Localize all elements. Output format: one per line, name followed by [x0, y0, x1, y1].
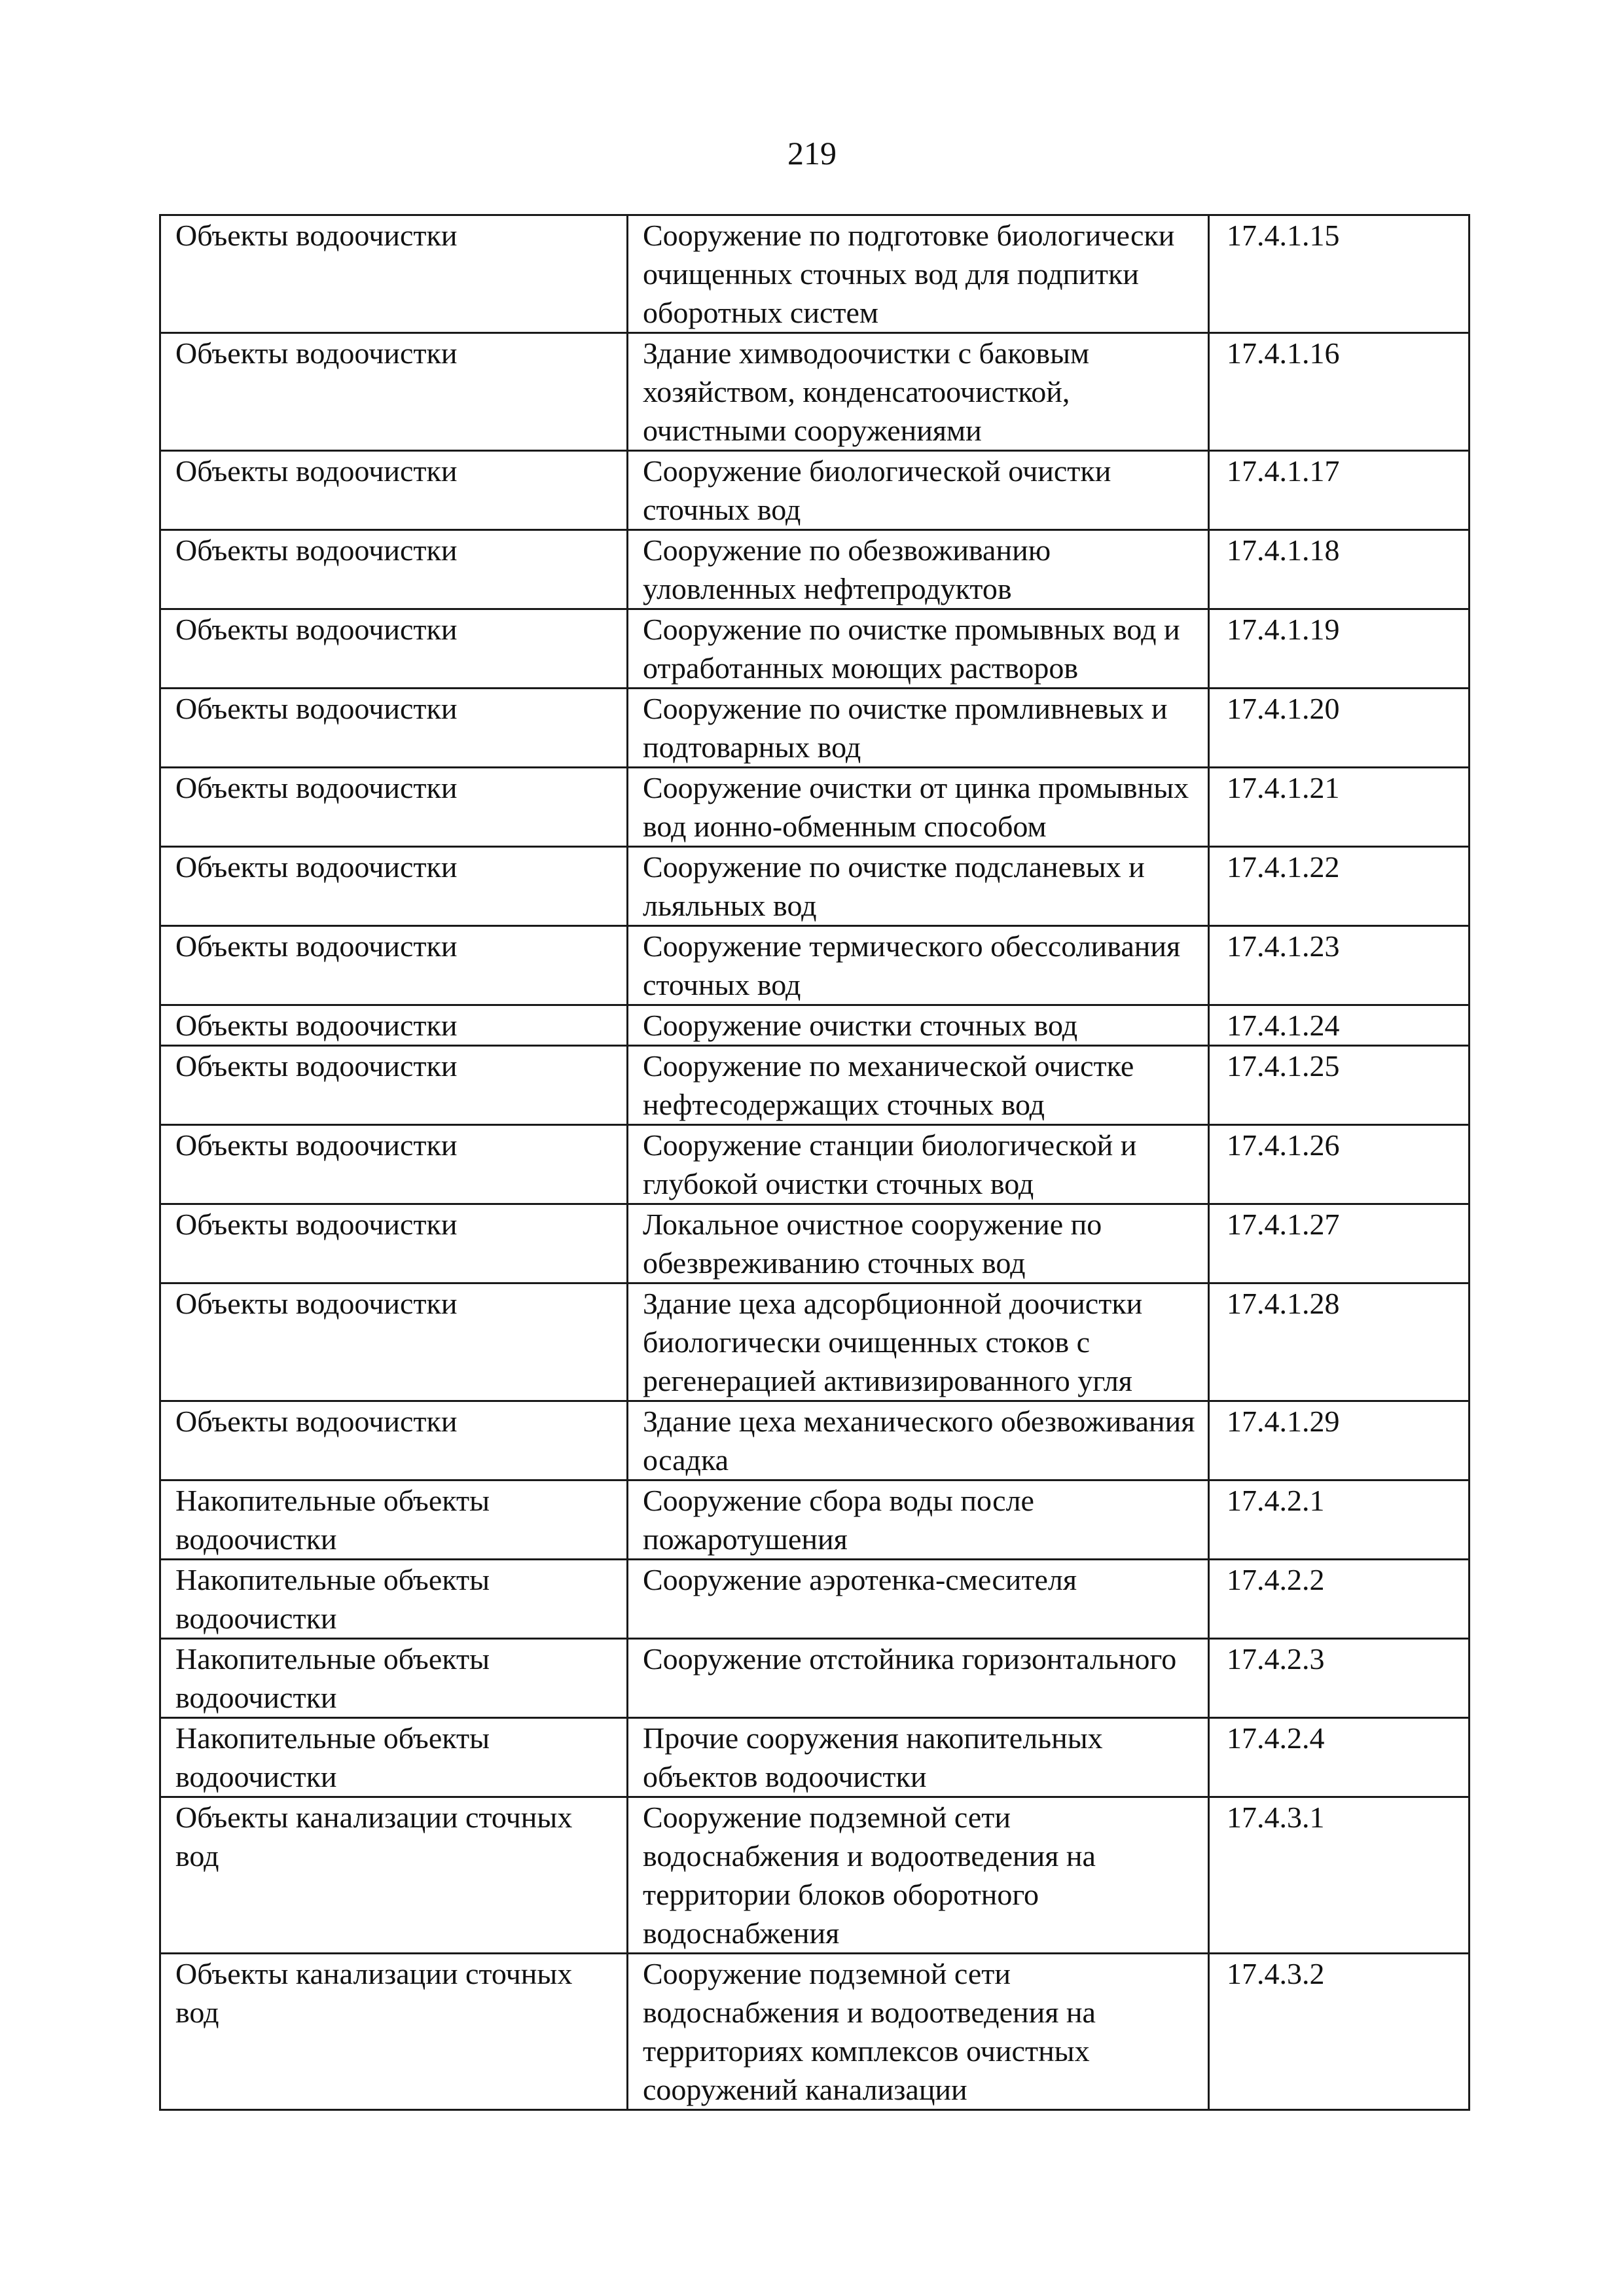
category-cell: Объекты водоочистки [160, 451, 628, 530]
category-cell: Накопительные объекты водоочистки [160, 1480, 628, 1560]
description-cell: Сооружение по подготовке биологически очищенных сточных вод для подпитки оборотных систем [628, 215, 1209, 333]
category-cell: Объекты водоочистки [160, 1204, 628, 1283]
category-cell: Накопительные объекты водоочистки [160, 1718, 628, 1797]
description-cell: Сооружение по очистке подсланевых и льяльных вод [628, 847, 1209, 926]
table-row [160, 333, 1470, 451]
description-cell: Сооружение отстойника горизонтального [628, 1639, 1209, 1718]
description-cell: Сооружение биологической очистки сточных вод [628, 451, 1209, 530]
table-row [160, 1480, 1470, 1560]
table-row [160, 1401, 1470, 1480]
category-cell: Накопительные объекты водоочистки [160, 1560, 628, 1639]
description-cell: Локальное очистное сооружение по обезвреживанию сточных вод [628, 1204, 1209, 1283]
category-cell: Объекты водоочистки [160, 1125, 628, 1204]
code-cell: 17.4.1.17 [1209, 451, 1470, 530]
table-row [160, 530, 1470, 609]
category-cell: Объекты водоочистки [160, 333, 628, 451]
code-cell: 17.4.1.21 [1209, 768, 1470, 847]
table-row [160, 1125, 1470, 1204]
page-number: 219 [787, 135, 837, 171]
description-cell: Здание цеха механического обезвоживания осадка [628, 1401, 1209, 1480]
category-cell: Объекты водоочистки [160, 1401, 628, 1480]
table-row [160, 847, 1470, 926]
description-cell: Сооружение термического обессоливания сточных вод [628, 926, 1209, 1005]
category-cell: Объекты водоочистки [160, 1005, 628, 1046]
table-row [160, 926, 1470, 1005]
code-cell: 17.4.2.1 [1209, 1480, 1470, 1560]
table-row [160, 215, 1470, 333]
category-cell: Объекты канализации сточных вод [160, 1797, 628, 1954]
description-cell: Сооружение подземной сети водоснабжения и водоотведения на территории блоков оборотного водоснабжения [628, 1797, 1209, 1954]
description-cell: Сооружение станции биологической и глубокой очистки сточных вод [628, 1125, 1209, 1204]
code-cell: 17.4.1.28 [1209, 1283, 1470, 1401]
code-cell: 17.4.1.22 [1209, 847, 1470, 926]
description-cell: Сооружение аэротенка-смесителя [628, 1560, 1209, 1639]
code-cell: 17.4.1.26 [1209, 1125, 1470, 1204]
code-cell: 17.4.2.2 [1209, 1560, 1470, 1639]
classification-table [159, 214, 1470, 2111]
category-cell: Объекты водоочистки [160, 689, 628, 768]
code-cell: 17.4.1.16 [1209, 333, 1470, 451]
category-cell: Объекты водоочистки [160, 1046, 628, 1125]
table-row [160, 1283, 1470, 1401]
table-row [160, 768, 1470, 847]
table-row [160, 1005, 1470, 1046]
description-cell: Сооружение очистки от цинка промывных вод ионно-обменным способом [628, 768, 1209, 847]
category-cell: Объекты водоочистки [160, 926, 628, 1005]
description-cell: Сооружение по механической очистке нефтесодержащих сточных вод [628, 1046, 1209, 1125]
code-cell: 17.4.3.1 [1209, 1797, 1470, 1954]
code-cell: 17.4.1.24 [1209, 1005, 1470, 1046]
table-row [160, 451, 1470, 530]
category-cell: Объекты водоочистки [160, 609, 628, 689]
code-cell: 17.4.2.4 [1209, 1718, 1470, 1797]
code-cell: 17.4.1.20 [1209, 689, 1470, 768]
description-cell: Сооружение сбора воды после пожаротушения [628, 1480, 1209, 1560]
code-cell: 17.4.1.29 [1209, 1401, 1470, 1480]
code-cell: 17.4.1.18 [1209, 530, 1470, 609]
code-cell: 17.4.1.15 [1209, 215, 1470, 333]
description-cell: Сооружение очистки сточных вод [628, 1005, 1209, 1046]
code-cell: 17.4.1.23 [1209, 926, 1470, 1005]
table-body [160, 215, 1470, 2110]
table-row [160, 1204, 1470, 1283]
description-cell: Прочие сооружения накопительных объектов водоочистки [628, 1718, 1209, 1797]
table-row [160, 1718, 1470, 1797]
category-cell: Объекты канализации сточных вод [160, 1954, 628, 2110]
category-cell: Объекты водоочистки [160, 768, 628, 847]
code-cell: 17.4.1.27 [1209, 1204, 1470, 1283]
table-row [160, 1797, 1470, 1954]
table-row [160, 1046, 1470, 1125]
description-cell: Здание химводоочистки с баковым хозяйством, конденсатоочисткой, очистными сооружениями [628, 333, 1209, 451]
table-row [160, 1639, 1470, 1718]
code-cell: 17.4.3.2 [1209, 1954, 1470, 2110]
description-cell: Сооружение подземной сети водоснабжения и водоотведения на территориях комплексов очистных сооружений канализации [628, 1954, 1209, 2110]
description-cell: Сооружение по обезвоживанию уловленных нефтепродуктов [628, 530, 1209, 609]
table-row [160, 689, 1470, 768]
category-cell: Объекты водоочистки [160, 1283, 628, 1401]
category-cell: Объекты водоочистки [160, 530, 628, 609]
category-cell: Объекты водоочистки [160, 847, 628, 926]
table-row [160, 609, 1470, 689]
code-cell: 17.4.1.25 [1209, 1046, 1470, 1125]
description-cell: Сооружение по очистке промывных вод и отработанных моющих растворов [628, 609, 1209, 689]
category-cell: Объекты водоочистки [160, 215, 628, 333]
table-row [160, 1954, 1470, 2110]
table-row [160, 1560, 1470, 1639]
category-cell: Накопительные объекты водоочистки [160, 1639, 628, 1718]
code-cell: 17.4.2.3 [1209, 1639, 1470, 1718]
code-cell: 17.4.1.19 [1209, 609, 1470, 689]
description-cell: Сооружение по очистке промливневых и подтоварных вод [628, 689, 1209, 768]
description-cell: Здание цеха адсорбционной доочистки биологически очищенных стоков с регенерацией активизированного угля [628, 1283, 1209, 1401]
